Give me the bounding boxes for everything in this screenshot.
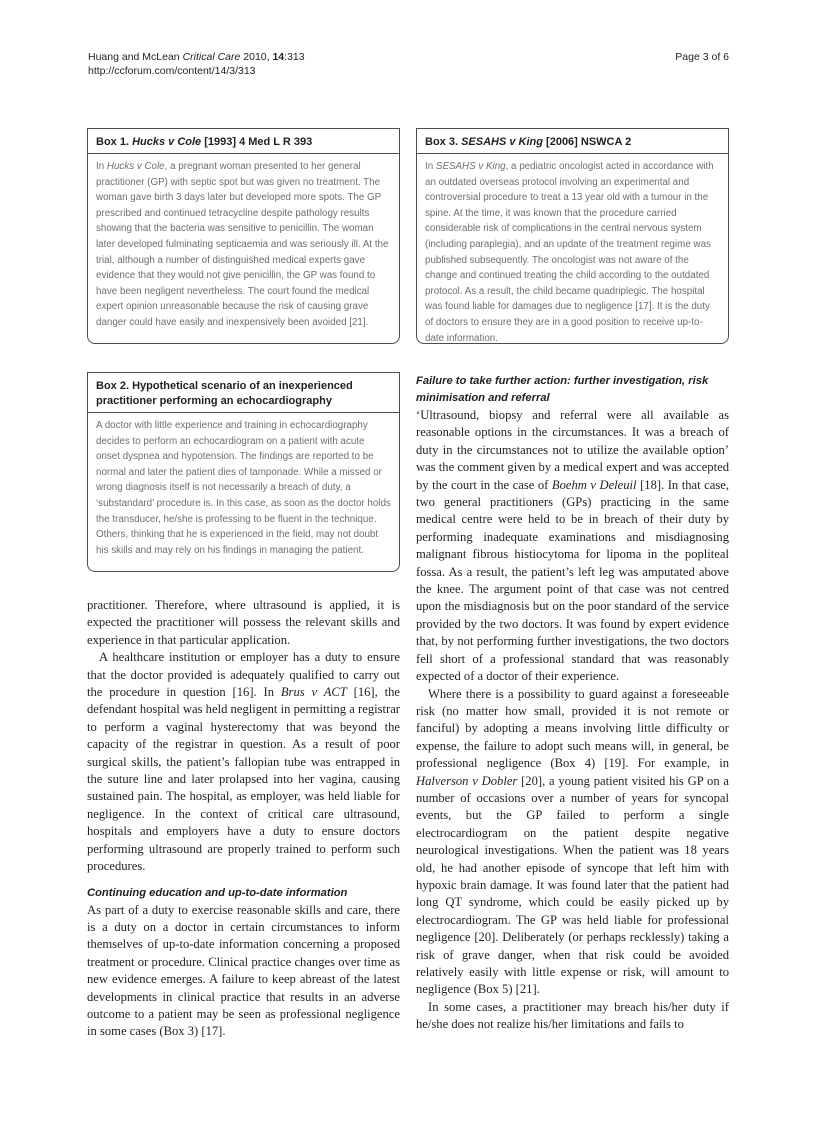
box-1-title: Box 1. Hucks v Cole [1993] 4 Med L R 393 [88, 129, 399, 154]
paragraph: Where there is a possibility to guard against a foreseeable risk (no matter how small, provided it is not remote or fanciful) by adopting a means involving little difficulty or expense, the failure to adopt such means will, in general, be professional negligence (Box 4) [19]. For example, in Halverson v Dobler [20], a young patient visited his GP on a number of occasions over a number of years for syncopal events, but the GP failed to perform a single electrocardiogram on the patient despite negative neurological investigations. When the patient was 18 years old, he had another episode of syncope that left him with hypoxic brain damage. It was found later that the patient had long QT syndrome, which could be easily picked up by electrocardiogram. The GP was held liable for professional negligence [20]. Deliberately (or perhaps recklessly) taking a risk of grave danger, when that risk could be avoided relatively easily with little expense or risk, will amount to negligence (Box 5) [21]. [416, 686, 730, 997]
paragraph: In some cases, a practitioner may breach his/her duty if he/she does not realize his/her limitations and fails to [416, 999, 729, 1032]
box-2-title: Box 2. Hypothetical scenario of an inexperienced practitioner performing an echocardiography [88, 373, 399, 413]
paragraph: practitioner. Therefore, where ultrasound is applied, it is expected the practitioner will possess the relevant skills and experience in that particular application. [87, 598, 400, 647]
paragraph: As part of a duty to exercise reasonable skills and care, there is a duty on a doctor in certain circumstances to inform themselves of up-to-date information concerning a proposed treatment or procedure. Clinical practice changes over time as new evidence emerges. A failure to keep abreast of the latest developments in clinical practice that results in an adverse outcome to a patient may be seen as professional negligence in some cases (Box 3) [17]. [87, 902, 400, 1039]
right-column [416, 373, 729, 1034]
box-3 [416, 128, 729, 344]
left-column [87, 597, 400, 1041]
paragraph: A healthcare institution or employer has a duty to ensure that the doctor provided is adequately qualified to carry out the procedure in question [16]. In Brus v ACT [16], the defendant hospital was held negligent in permitting a registrar to perform a vaginal hysterectomy that was beyond the capacity of the registrar in question. As a result of poor surgical skills, the patient’s fallopian tube was entrapped in the suture line and later prolapsed into her vagina, causing sustained pain. The hospital, as employer, was held liable for negligence. In the context of critical care ultrasound, hospitals and employers have a duty to ensure doctors performing ultrasound are properly trained to perform such procedures. [87, 650, 400, 874]
volume: 14 [272, 51, 285, 63]
section-heading: Failure to take further action: further investigation, risk minimisation and referral [416, 375, 709, 404]
box-3-body: In SESAHS v King, a pediatric oncologist acted in accordance with an outdated overseas protocol involving an experimental and controversial procedure to treat a 13 year old with a tumour in the spine. At the time, it was known that the procedure carried considerable risk of complications in the central nervous system (including paraplegia), and an update of the treatment regime was published subsequently. The oncologist was not aware of the change and continued treating the child according to the outdated protocol. As a result, the child became quadriplegic. The hospital was found liable for damages due to negligence [17]. It is the duty of doctors to ensure they are in a good position to receive up-to-date information. [425, 161, 714, 344]
page-number: Page 3 of 6 [675, 51, 729, 63]
box-1 [87, 128, 400, 344]
case-name: Boehm v Deleuil [551, 477, 637, 492]
box-3-title: Box 3. SESAHS v King [2006] NSWCA 2 [417, 129, 728, 154]
box-2 [87, 372, 400, 572]
section-heading: Continuing education and up-to-date information [87, 886, 348, 899]
case-name: Brus v ACT [280, 685, 347, 700]
article-url[interactable]: http://ccforum.com/content/14/3/313 [88, 65, 256, 77]
box-2-body: A doctor with little experience and training in echocardiography decides to perform an echocardiogram on a patient with acute onset dyspnea and hypotension. The findings are reported to be normal and later the patient dies of tamponade. While a missed or wrong diagnosis itself is not necessarily a breach of duty, a ‘substandard’ procedure is. In this case, as soon as the doctor holds the transducer, he/she is professing to be fluent in the technique. Others, thinking that he is experienced in the field, may not doubt his skills and may rely on his findings in managing the patient. [96, 420, 391, 556]
case-name: Halverson v Dobler [416, 773, 518, 788]
box-1-body: In Hucks v Cole, a pregnant woman presented to her general practitioner (GP) with septic spot but was given no treatment. The woman gave birth 3 days later but developed more spots. The GP prescribed and continued tetracycline despite pathology results showing that the bacteria was sensitive to penicillin. The woman later developed fulminating septicaemia and was seriously ill. At the trial, although a number of distinguished medical experts gave evidence that they would not give penicillin, the GP was found to have been negligent nevertheless. The court found the medical expert opinion unreasonable because the risk of causing grave danger could have easily and inexpensively been avoided [21]. [96, 161, 389, 328]
article-number: :313 [284, 51, 305, 63]
citation-line [88, 50, 305, 64]
journal-name: Critical Care [182, 51, 241, 63]
box-1-case-name: Hucks v Cole [132, 136, 202, 148]
running-header [88, 50, 305, 78]
year: 2010, [243, 51, 273, 63]
paragraph: ‘Ultrasound, biopsy and referral were all available as reasonable options in the circumstances. It was a breach of duty in the circumstances not to utilize the available option’ was the comment given by a medical expert and was accepted by the court in the case of Boehm v Deleuil [18]. In that case, two general practitioners (GPs) practicing in the same medical centre were held to be in breach of their duty by performing inadequate examinations and misdiagnosing malignant fibrous histiocytoma for lipoma in the popliteal fossa. As a result, the patient’s left leg was amputated above the knee. The argument point of that case was not centred upon the misdiagnosis but on the poor standard of the service provided by the two doctors. It was found by expert evidence that, by not performing further investigations, the two doctors fell short of a professional standard that was reasonably expected of a doctor of their experience. [416, 408, 729, 684]
authors: Huang and McLean [88, 51, 180, 63]
box-3-case-name: SESAHS v King [461, 136, 543, 148]
